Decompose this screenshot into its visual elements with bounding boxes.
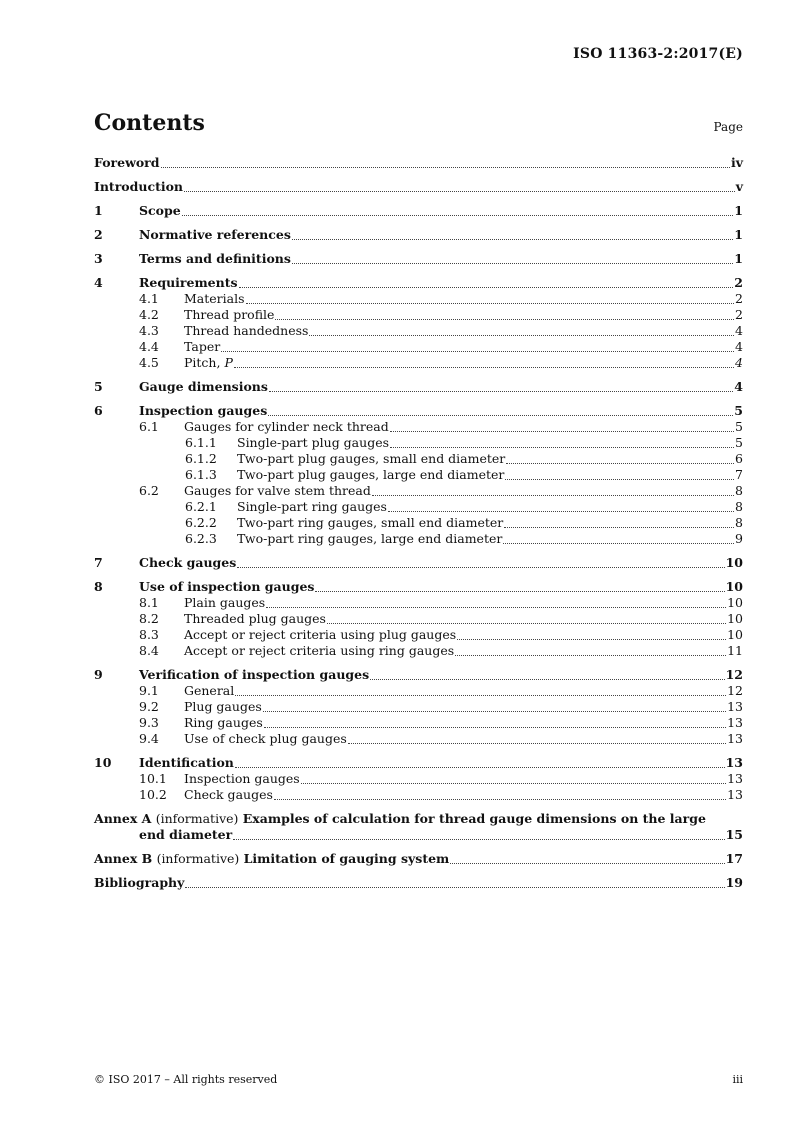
toc-entry-text bbox=[184, 627, 456, 643]
annex-b-page: 17 bbox=[725, 851, 743, 866]
toc-entry[interactable] bbox=[94, 787, 743, 803]
dot-leader bbox=[455, 655, 726, 656]
toc-entry[interactable] bbox=[94, 419, 743, 435]
toc-entry-page: 1 bbox=[734, 203, 743, 218]
toc-entry-page: 4 bbox=[735, 323, 743, 338]
toc-entry-label: Threaded plug gauges bbox=[184, 611, 326, 626]
toc-entry-number: 10.1 bbox=[139, 771, 167, 786]
toc-entry-page: 1 bbox=[734, 251, 743, 266]
toc-entry[interactable] bbox=[94, 275, 743, 291]
toc-entry-text bbox=[184, 355, 233, 371]
toc-entry-number: 9.2 bbox=[139, 699, 159, 714]
toc-entry[interactable] bbox=[94, 755, 743, 771]
dot-leader bbox=[327, 623, 726, 624]
toc-entry-label: Two-part ring gauges, large end diameter bbox=[237, 531, 503, 546]
toc-entry-label: Identification bbox=[139, 755, 234, 770]
toc-entry-number: 3 bbox=[94, 251, 103, 266]
toc-entry-number: 8.1 bbox=[139, 595, 159, 610]
toc-entry[interactable] bbox=[94, 203, 743, 219]
dot-leader bbox=[390, 447, 734, 448]
toc-entry-number: 6.1.2 bbox=[185, 451, 217, 466]
toc-entry-label: Gauges for cylinder neck thread bbox=[184, 419, 389, 434]
toc-entry-number: 1 bbox=[94, 203, 103, 218]
toc-entry-number: 6.2.2 bbox=[185, 515, 217, 530]
document-id: ISO 11363-2:2017(E) bbox=[573, 46, 743, 62]
toc-entry[interactable] bbox=[94, 467, 743, 483]
dot-leader bbox=[457, 639, 726, 640]
toc-entry-label: Two-part plug gauges, large end diameter bbox=[237, 467, 505, 482]
toc-entry-number: 10 bbox=[94, 755, 112, 770]
dot-leader bbox=[184, 191, 735, 192]
toc-entry[interactable] bbox=[94, 579, 743, 595]
toc-entry-number: 9.3 bbox=[139, 715, 159, 730]
dot-leader bbox=[348, 743, 726, 744]
toc-entry-label: Single-part plug gauges bbox=[237, 435, 390, 450]
toc-entry[interactable] bbox=[94, 515, 743, 531]
toc-entry[interactable] bbox=[94, 595, 743, 611]
toc-entry[interactable] bbox=[94, 155, 743, 171]
toc-entry[interactable] bbox=[94, 307, 743, 323]
toc-entry-label: Thread handedness bbox=[184, 323, 309, 338]
dot-leader bbox=[263, 711, 726, 712]
toc-entry-page: 1 bbox=[734, 227, 743, 242]
toc-entry[interactable] bbox=[94, 251, 743, 267]
toc-entry-page: 13 bbox=[727, 699, 743, 714]
toc-entry[interactable] bbox=[94, 699, 743, 715]
toc-entry-symbol: P bbox=[224, 355, 233, 370]
toc-entry-text bbox=[139, 379, 268, 395]
dot-leader bbox=[274, 799, 726, 800]
toc-entry[interactable] bbox=[94, 403, 743, 419]
toc-entry-page: 9 bbox=[735, 531, 743, 546]
toc-entry-text bbox=[184, 595, 265, 611]
dot-leader bbox=[315, 591, 724, 592]
toc-entry-page: 13 bbox=[725, 755, 743, 770]
toc-entry-text bbox=[184, 771, 300, 787]
dot-leader bbox=[246, 303, 735, 304]
toc-entry-page: 4 bbox=[734, 379, 743, 394]
toc-entry-page: 2 bbox=[734, 275, 743, 290]
dot-leader bbox=[372, 495, 734, 496]
toc-entry-text bbox=[184, 339, 220, 355]
toc-entry-number: 4 bbox=[94, 275, 103, 290]
toc-entry-text bbox=[237, 435, 389, 451]
toc-entry-number: 6.2.3 bbox=[185, 531, 217, 546]
toc-entry-page: 10 bbox=[727, 627, 743, 642]
toc-entry-label: Inspection gauges bbox=[184, 771, 300, 786]
toc-entry-number: 6.1.3 bbox=[185, 467, 217, 482]
toc-entry[interactable] bbox=[94, 683, 743, 699]
dot-leader bbox=[506, 463, 734, 464]
toc-entry-page: 8 bbox=[735, 483, 743, 498]
dot-leader bbox=[504, 527, 734, 528]
toc-entry[interactable] bbox=[94, 531, 743, 547]
toc-entry-text bbox=[237, 515, 503, 531]
toc-entry-text bbox=[184, 699, 262, 715]
dot-leader bbox=[235, 695, 726, 696]
toc-entry-text bbox=[184, 715, 263, 731]
dot-leader bbox=[237, 567, 724, 568]
toc-entry-label: Plain gauges bbox=[184, 595, 266, 610]
toc-entry-page: 13 bbox=[727, 715, 743, 730]
annex-b-note: (informative) bbox=[156, 851, 240, 866]
toc-entry-label: Terms and definitions bbox=[139, 251, 291, 266]
dot-leader bbox=[221, 351, 734, 352]
toc-entry-label: Use of inspection gauges bbox=[139, 579, 315, 594]
toc-entry-page: 5 bbox=[735, 419, 743, 434]
toc-entry-text bbox=[184, 643, 454, 659]
toc-entry[interactable] bbox=[94, 611, 743, 627]
toc-entry-page: 10 bbox=[727, 611, 743, 626]
annex-a-entry[interactable] bbox=[94, 811, 743, 843]
annex-b-label: Annex B bbox=[94, 851, 153, 866]
toc-entry-label: Thread profile bbox=[184, 307, 275, 322]
page-title: Contents bbox=[94, 110, 205, 136]
toc-entry-text bbox=[184, 683, 234, 699]
dot-leader bbox=[161, 167, 730, 168]
page-number: iii bbox=[732, 1073, 743, 1086]
dot-leader bbox=[390, 431, 734, 432]
toc-entry-text bbox=[139, 275, 238, 291]
toc-entry-page: 7 bbox=[735, 467, 743, 482]
toc-entry-text bbox=[184, 731, 347, 747]
dot-leader bbox=[450, 863, 724, 864]
toc-entry-label: Two-part plug gauges, small end diameter bbox=[237, 451, 506, 466]
toc-entry-label: Inspection gauges bbox=[139, 403, 268, 418]
page-column-label: Page bbox=[713, 120, 743, 134]
dot-leader bbox=[292, 263, 733, 264]
toc-entry-text bbox=[237, 467, 504, 483]
toc-entry-page: 11 bbox=[727, 643, 743, 658]
dot-leader bbox=[264, 727, 726, 728]
toc-entry-number: 4.2 bbox=[139, 307, 159, 322]
toc-entry[interactable] bbox=[94, 731, 743, 747]
dot-leader bbox=[235, 767, 725, 768]
toc-entry-number: 10.2 bbox=[139, 787, 167, 802]
toc-entry-label: Materials bbox=[184, 291, 245, 306]
bibliography-page: 19 bbox=[725, 875, 743, 890]
toc-entry-label: Use of check plug gauges bbox=[184, 731, 347, 746]
toc-entry-text bbox=[237, 531, 502, 547]
toc-entry-page: 10 bbox=[725, 555, 743, 570]
toc-entry[interactable] bbox=[94, 627, 743, 643]
toc-entry-text bbox=[184, 611, 326, 627]
toc-entry-text bbox=[139, 203, 181, 219]
toc-entry[interactable] bbox=[94, 435, 743, 451]
dot-leader bbox=[292, 239, 733, 240]
toc-entry-page: 4 bbox=[735, 355, 743, 370]
toc-entry-page: 12 bbox=[727, 683, 743, 698]
annex-a-title: Examples of calculation for thread gauge dimensions on the large bbox=[242, 811, 706, 826]
toc-entry-label: Check gauges bbox=[139, 555, 237, 570]
toc-entry[interactable] bbox=[94, 555, 743, 571]
dot-leader bbox=[503, 543, 734, 544]
toc-entry-text bbox=[184, 419, 389, 435]
toc-entry-page: v bbox=[735, 179, 743, 194]
toc-entry-text bbox=[139, 555, 236, 571]
toc-entry-label: Normative references bbox=[139, 227, 291, 242]
toc-entry-number: 4.3 bbox=[139, 323, 159, 338]
toc-entry-text bbox=[139, 755, 234, 771]
toc-entry[interactable] bbox=[94, 483, 743, 499]
bibliography-text: Bibliography bbox=[94, 875, 185, 890]
dot-leader bbox=[388, 511, 734, 512]
toc-entry-label: Pitch, bbox=[184, 355, 225, 370]
toc-entry-label: Accept or reject criteria using ring gauges bbox=[184, 643, 455, 658]
toc-entry-text bbox=[237, 451, 505, 467]
toc-entry[interactable] bbox=[94, 451, 743, 467]
toc-entry-number: 9.1 bbox=[139, 683, 159, 698]
toc-entry-number: 4.5 bbox=[139, 355, 159, 370]
toc-entry[interactable] bbox=[94, 643, 743, 659]
dot-leader bbox=[505, 479, 734, 480]
toc-entry-label: Gauges for valve stem thread bbox=[184, 483, 371, 498]
toc-entry-number: 6.1.1 bbox=[185, 435, 217, 450]
toc-entry[interactable] bbox=[94, 355, 743, 371]
toc-entry-page: 4 bbox=[735, 339, 743, 354]
toc-entry[interactable] bbox=[94, 379, 743, 395]
toc-entry-number: 4.4 bbox=[139, 339, 159, 354]
toc-entry-page: 13 bbox=[727, 787, 743, 802]
toc-entry-number: 6 bbox=[94, 403, 103, 418]
dot-leader bbox=[268, 415, 733, 416]
toc-entry-number: 4.1 bbox=[139, 291, 159, 306]
annex-b-title: Limitation of gauging system bbox=[243, 851, 450, 866]
toc-entry-page: 10 bbox=[725, 579, 743, 594]
toc-entry-number: 7 bbox=[94, 555, 103, 570]
annex-a-title-cont: end diameter bbox=[139, 827, 233, 842]
toc-entry-page: 6 bbox=[735, 451, 743, 466]
dot-leader bbox=[266, 607, 726, 608]
copyright-notice: © ISO 2017 – All rights reserved bbox=[94, 1073, 278, 1086]
toc-entry[interactable] bbox=[94, 179, 743, 195]
toc-entry-label: Two-part ring gauges, small end diameter bbox=[237, 515, 504, 530]
annex-a-label: Annex A bbox=[94, 811, 152, 826]
toc-entry-label: Introduction bbox=[94, 179, 184, 194]
toc-entry-label: Verification of inspection gauges bbox=[139, 667, 370, 682]
toc-entry-number: 2 bbox=[94, 227, 103, 242]
toc-entry-page: 10 bbox=[727, 595, 743, 610]
toc-entry-label: Ring gauges bbox=[184, 715, 263, 730]
toc-entry-text bbox=[184, 323, 308, 339]
toc-entry-page: 2 bbox=[735, 307, 743, 322]
toc-entry-text bbox=[94, 155, 160, 171]
toc-entry[interactable] bbox=[94, 667, 743, 683]
toc-entry-number: 8.3 bbox=[139, 627, 159, 642]
dot-leader bbox=[370, 679, 724, 680]
toc-entry-page: 8 bbox=[735, 499, 743, 514]
dot-leader bbox=[309, 335, 734, 336]
toc-entry-page: 13 bbox=[727, 731, 743, 746]
contents-heading bbox=[94, 110, 743, 142]
toc-entry-text bbox=[139, 403, 267, 419]
toc-entry-text bbox=[237, 499, 387, 515]
dot-leader bbox=[239, 287, 734, 288]
annex-a-note: (informative) bbox=[155, 811, 239, 826]
toc-entry-label: General bbox=[184, 683, 235, 698]
dot-leader bbox=[269, 391, 733, 392]
dot-leader bbox=[234, 367, 734, 368]
toc-entry[interactable] bbox=[94, 227, 743, 243]
toc-entry-label: Scope bbox=[139, 203, 181, 218]
toc-entry[interactable] bbox=[94, 339, 743, 355]
toc-entry-number: 6.2 bbox=[139, 483, 159, 498]
toc-entry-label: Gauge dimensions bbox=[139, 379, 268, 394]
toc-entries bbox=[94, 155, 743, 803]
toc-entry-text bbox=[184, 307, 274, 323]
toc-entry-number: 8 bbox=[94, 579, 103, 594]
toc-entry-text bbox=[184, 483, 371, 499]
toc-entry-label: Foreword bbox=[94, 155, 160, 170]
toc-entry-number: 5 bbox=[94, 379, 103, 394]
toc-entry[interactable] bbox=[94, 771, 743, 787]
bibliography-entry[interactable] bbox=[94, 875, 743, 891]
dot-leader bbox=[301, 783, 726, 784]
toc-entry-text bbox=[139, 579, 314, 595]
toc-entry-label: Accept or reject criteria using plug gauges bbox=[184, 627, 457, 642]
toc-entry-text bbox=[184, 787, 273, 803]
toc-entry-number: 8.2 bbox=[139, 611, 159, 626]
toc-entry-label: Check gauges bbox=[184, 787, 273, 802]
annex-a-page: 15 bbox=[725, 827, 743, 842]
toc-entry-page: 5 bbox=[735, 435, 743, 450]
toc-entry-page: 2 bbox=[735, 291, 743, 306]
toc-entry-number: 9 bbox=[94, 667, 103, 682]
toc-entry[interactable] bbox=[94, 323, 743, 339]
dot-leader bbox=[233, 839, 724, 840]
toc-entry[interactable] bbox=[94, 291, 743, 307]
toc-entry-text bbox=[184, 291, 245, 307]
toc-entry-number: 8.4 bbox=[139, 643, 159, 658]
dot-leader bbox=[275, 319, 734, 320]
toc-entry-number: 6.2.1 bbox=[185, 499, 217, 514]
toc-entry-text bbox=[139, 227, 291, 243]
annex-b-entry[interactable] bbox=[94, 851, 743, 867]
toc-entry-label: Single-part ring gauges bbox=[237, 499, 387, 514]
toc-entry-text bbox=[139, 251, 291, 267]
toc-entry-text bbox=[139, 667, 369, 683]
dot-leader bbox=[182, 215, 734, 216]
dot-leader bbox=[185, 887, 724, 888]
toc-entry-page: iv bbox=[730, 155, 743, 170]
toc-entry-number: 9.4 bbox=[139, 731, 159, 746]
toc-entry-label: Plug gauges bbox=[184, 699, 262, 714]
toc-entry-page: 8 bbox=[735, 515, 743, 530]
table-of-contents bbox=[94, 155, 743, 891]
toc-entry-page: 13 bbox=[727, 771, 743, 786]
toc-entry-page: 5 bbox=[734, 403, 743, 418]
toc-entry-number: 6.1 bbox=[139, 419, 159, 434]
toc-entry[interactable] bbox=[94, 499, 743, 515]
toc-entry-text bbox=[94, 179, 183, 195]
toc-entry-label: Taper bbox=[184, 339, 221, 354]
toc-entry[interactable] bbox=[94, 715, 743, 731]
toc-entry-label: Requirements bbox=[139, 275, 238, 290]
toc-entry-page: 12 bbox=[725, 667, 743, 682]
